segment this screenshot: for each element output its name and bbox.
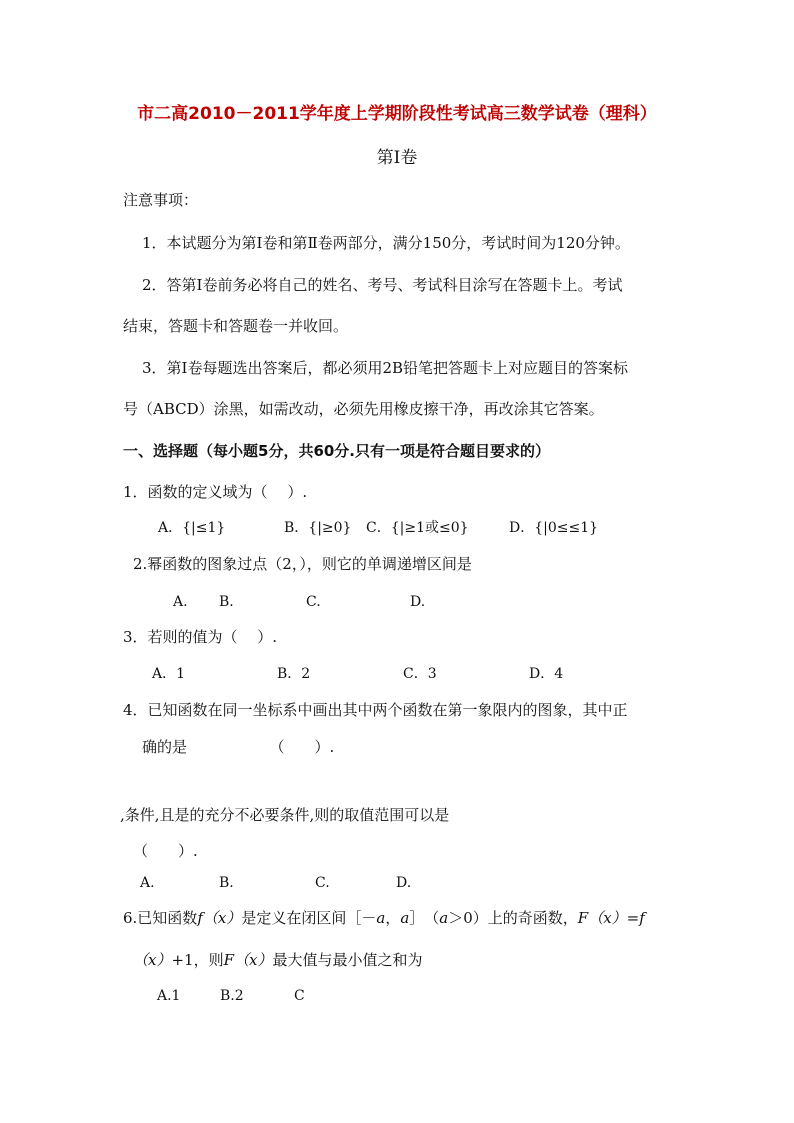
section-1-heading: 一、选择题（每小题5分，共60分.只有一项是符合题目要求的） xyxy=(123,442,551,460)
question-3-stem: 3．若则的值为（ ）. xyxy=(123,628,278,646)
comma: ， xyxy=(385,909,401,927)
question-6-interval-text: 是定义在闭区间［－ xyxy=(241,909,377,927)
question-2-option-d: D. xyxy=(410,594,426,610)
question-3-option-c: C．3 xyxy=(403,666,437,682)
var-a: a xyxy=(376,909,386,927)
question-5-option-c: C. xyxy=(315,875,330,891)
question-6-option-c: C xyxy=(294,988,305,1004)
function-f-of-x: f（x） xyxy=(197,909,242,927)
notice-heading: 注意事项： xyxy=(123,191,199,209)
question-1-option-d: D．{|0≤≤1} xyxy=(509,520,599,536)
question-5-option-b: B. xyxy=(219,875,234,891)
plus-one-text: +1，则 xyxy=(171,951,224,969)
question-5-option-a: A. xyxy=(140,875,155,891)
question-4-stem-line-1: 4．已知函数在同一坐标系中画出其中两个函数在第一象限内的图象，其中正 xyxy=(123,701,628,719)
question-2-option-a: A. xyxy=(173,594,188,610)
question-6-prefix: 6.已知函数 xyxy=(123,909,198,927)
question-4-stem-line-2: 确的是 （ ）. xyxy=(142,738,335,756)
question-1-stem: 1．函数的定义域为（ ）. xyxy=(123,483,308,501)
question-6-option-b: B.2 xyxy=(220,988,244,1004)
function-arg-x: （x） xyxy=(133,951,172,969)
question-6-option-a: A.1 xyxy=(157,988,181,1004)
notice-item-3-line-1: 3．第Ⅰ卷每题选出答案后，都必须用2B铅笔把答题卡上对应题目的答案标 xyxy=(142,359,629,377)
var-a: a xyxy=(439,909,449,927)
interval-bracket: ］ （ xyxy=(409,909,440,927)
question-1-option-a: A．{|≤1} xyxy=(158,520,226,536)
notice-item-2-line-1: 2．答第Ⅰ卷前务必将自己的姓名、考号、考试科目涂写在答题卡上。考试 xyxy=(142,276,623,294)
question-6-stem-line-2 xyxy=(133,950,422,970)
function-F-of-x: F（x）=f xyxy=(577,909,645,927)
question-2-option-b: B. xyxy=(219,594,234,610)
question-1-option-b: B．{|≥0} xyxy=(284,520,352,536)
notice-item-3-line-2: 号（ABCD）涂黑，如需改动，必须先用橡皮擦干净，再改涂其它答案。 xyxy=(123,400,604,418)
question-6-odd-function-text: ＞0）上的奇函数， xyxy=(448,909,578,927)
function-F-of-x: F（x） xyxy=(223,951,273,969)
question-5-stem-line-2: （ ）. xyxy=(133,842,198,860)
notice-item-1: 1．本试题分为第Ⅰ卷和第Ⅱ卷两部分，满分150分，考试时间为120分钟。 xyxy=(142,234,630,252)
question-2-option-c: C. xyxy=(306,594,321,610)
question-6-stem-line-1 xyxy=(123,908,645,928)
question-3-option-a: A．1 xyxy=(152,666,186,682)
question-6-ask-text: 最大值与最小值之和为 xyxy=(272,951,423,969)
question-1-option-c: C．{|≥1或≤0} xyxy=(366,520,469,536)
var-a: a xyxy=(400,909,410,927)
question-3-option-d: D．4 xyxy=(529,666,564,682)
question-5-option-d: D. xyxy=(396,875,412,891)
volume-title: 第Ⅰ卷 xyxy=(376,148,418,168)
question-3-option-b: B．2 xyxy=(277,666,311,682)
notice-item-2-line-2: 结束，答题卡和答题卷一并收回。 xyxy=(123,317,349,335)
question-2-stem: 2.幂函数的图象过点（2，），则它的单调递增区间是 xyxy=(133,555,472,573)
question-5-stem-line-1: ,条件,且是的充分不必要条件,则的取值范围可以是 xyxy=(120,806,450,824)
exam-title: 市二高2010－2011学年度上学期阶段性考试高三数学试卷（理科） xyxy=(137,104,657,124)
